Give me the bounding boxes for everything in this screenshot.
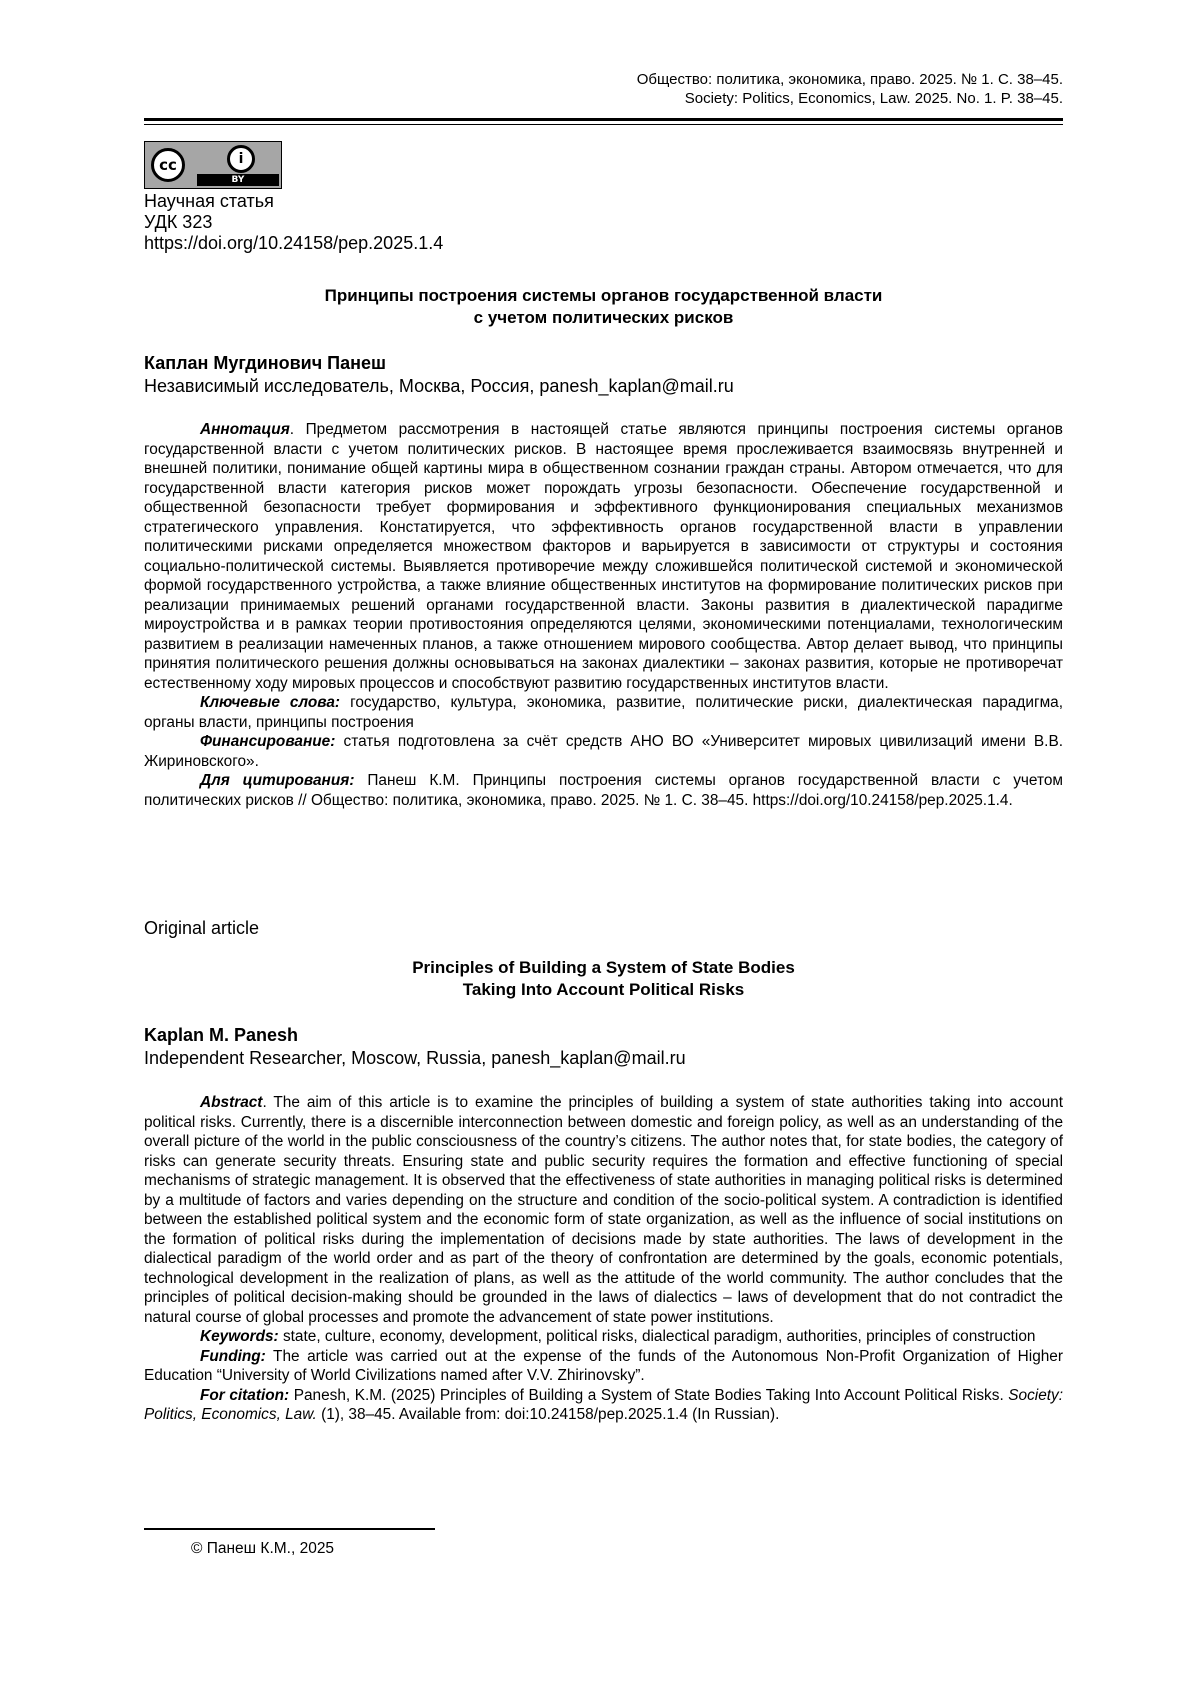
funding-en-text: The article was carried out at the expense of the funds of the Autonomous Non-Profit Organization of Higher Education “University of World Civilizations named after V.V. Zhirinovsky”. bbox=[144, 1347, 1063, 1384]
title-ru-line2: с учетом политических рисков bbox=[473, 308, 734, 327]
keywords-en-label: Keywords: bbox=[200, 1328, 279, 1345]
funding-en-label: Funding: bbox=[200, 1347, 266, 1365]
citation-en-tail: (1), 38–45. Available from: doi:10.24158/pep.2025.1.4 (In Russian). bbox=[316, 1406, 780, 1423]
funding-ru-label: Финансирование: bbox=[200, 733, 336, 750]
keywords-en-text: state, culture, economy, development, political risks, dialectical paradigm, authorities, principles of construction bbox=[278, 1328, 1036, 1345]
keywords-ru-text: государство, культура, экономика, развитие, политические риски, диалектическая парадигма, органы власти, принципы построения bbox=[144, 694, 1064, 731]
citation-ru-text: Панеш К.М. Принципы построения системы органов государственной власти с учетом политических рисков // Общество: политика, экономика, право. 2025. № 1. С. 38–45. https://doi.org/10.24158/pep.2025.1.4. bbox=[144, 772, 1063, 809]
funding-ru bbox=[144, 732, 1063, 771]
author-ru: Каплан Мугдинович Панеш bbox=[144, 353, 386, 373]
abstract-en-text: . The aim of this article is to examine the principles of building a system of state authorities taking into account political risks. Currently, there is a discernible interconnection between domestic and foreign policy, as well as an understanding of the overall picture of the world in the public consciousness of the country’s citizens. The author notes that, for state bodies, the category of risks can generate security threats. Ensuring state and public security requires the formation and effective functioning of special mechanisms of strategic management. It is observed that the effectiveness of state authorities in managing political risks is determined by a multitude of factors and varies depending on the structure and condition of the socio-political system. A contradiction is identified between the established political system and the economic form of state organization, as well as the influence of social institutions on the formation of political risks during the implementation of decisions made by state authorities. The laws of development in the dialectical paradigm of the world order and as part of the theory of confrontation are determined by the goals, economic potentials, technological development in the realization of plans, as well as the attitude of the world community. The author concludes that the principles of political decision-making should be grounded in the laws of dialectics – laws of development that do not contradict the natural course of global processes and promote the advancement of state power institutions. bbox=[144, 1094, 1063, 1326]
citation-en-journal: Society: Politics, Economics, Law. bbox=[144, 1386, 1063, 1423]
abstract-ru-paragraph bbox=[144, 420, 1063, 693]
abstract-en-paragraph bbox=[144, 1093, 1063, 1327]
citation-ru bbox=[144, 771, 1063, 810]
header-rule-thin bbox=[144, 124, 1063, 125]
by-label: BY bbox=[197, 174, 279, 186]
funding-ru-text: статья подготовлена за счёт средств АНО ВО «Университет мировых цивилизаций имени В.В. Жириновского». bbox=[144, 733, 1063, 770]
title-en bbox=[144, 957, 1063, 1001]
title-en-line1: Principles of Building a System of State Bodies bbox=[412, 958, 795, 977]
journal-header bbox=[637, 70, 1063, 108]
title-ru-line1: Принципы построения системы органов государственной власти bbox=[324, 286, 883, 305]
affiliation-ru: Независимый исследователь, Москва, Россия, panesh_kaplan@mail.ru bbox=[144, 376, 734, 396]
keywords-en bbox=[144, 1327, 1063, 1347]
attribution-person-icon: i bbox=[227, 145, 255, 173]
creative-commons-by-icon bbox=[144, 141, 282, 189]
citation-en-label: For citation: bbox=[200, 1386, 290, 1404]
funding-en bbox=[144, 1347, 1063, 1386]
abstract-en-label: Abstract bbox=[200, 1094, 263, 1111]
keywords-ru bbox=[144, 693, 1063, 732]
cc-icon: cc bbox=[151, 148, 185, 182]
title-ru bbox=[144, 285, 1063, 329]
footnote-rule bbox=[144, 1528, 435, 1530]
title-en-line2: Taking Into Account Political Risks bbox=[462, 980, 745, 999]
abstract-ru-text: . Предметом рассмотрения в настоящей статье являются принципы построения системы органов государственной власти с учетом политических рисков. В настоящее время прослеживается взаимосвязь внутренней и внешней политики, понимание общей картины мира в общественном сознании граждан страны. Автором отмечается, что для государственной власти категория рисков может порождать угрозы безопасности. Обеспечение государственной и общественной безопасности требует формирования и эффективного функционирования специальных механизмов стратегического управления. Констатируется, что эффективность органов государственной власти в управлении политическими рисками определяется множеством факторов и варьируется в зависимости от структуры и состояния социально-политической системы. Выявляется противоречие между сложившейся политической системой и экономической формой государственного устройства, а также влияние общественных институтов на формирование политических рисков при реализации принимаемых решений органами государственной власти. Законы развития в диалектической парадигме мироустройства и в рамках теории противостояния определяются целями, экономическими потенциалами, технологическим развитием в реализации намеченных планов, а также отношением мирового сообщества. Автор делает вывод, что принципы принятия политического решения должны основываться на законах диалектики – законах развития, которые не противоречат естественному ходу мировых процессов и способствуют развитию государственных институтов власти. bbox=[144, 421, 1063, 692]
article-meta bbox=[144, 191, 443, 254]
copyright-notice: © Панеш К.М., 2025 bbox=[191, 1540, 335, 1557]
citation-en-text: Panesh, K.M. (2025) Principles of Building a System of State Bodies Taking Into Account Political Risks. bbox=[289, 1386, 1009, 1404]
author-en: Kaplan M. Panesh bbox=[144, 1025, 299, 1045]
citation-en bbox=[144, 1386, 1063, 1425]
affiliation-en: Independent Researcher, Moscow, Russia, panesh_kaplan@mail.ru bbox=[144, 1048, 686, 1068]
citation-ru-label: Для цитирования: bbox=[200, 772, 355, 789]
doi-link[interactable]: https://doi.org/10.24158/pep.2025.1.4 bbox=[144, 233, 444, 253]
journal-citation-en: Society: Politics, Economics, Law. 2025. No. 1. P. 38–45. bbox=[684, 90, 1063, 107]
abstract-ru-label: Аннотация bbox=[200, 421, 290, 438]
header-rule-thick bbox=[144, 118, 1063, 121]
abstract-ru bbox=[144, 420, 1063, 810]
article-type-en: Original article bbox=[144, 918, 260, 938]
article-type: Научная статья bbox=[144, 191, 274, 211]
udc-code: УДК 323 bbox=[144, 212, 213, 232]
abstract-en bbox=[144, 1093, 1063, 1425]
keywords-ru-label: Ключевые слова: bbox=[200, 694, 341, 711]
journal-citation-ru: Общество: политика, экономика, право. 2025. № 1. С. 38–45. bbox=[636, 71, 1063, 88]
